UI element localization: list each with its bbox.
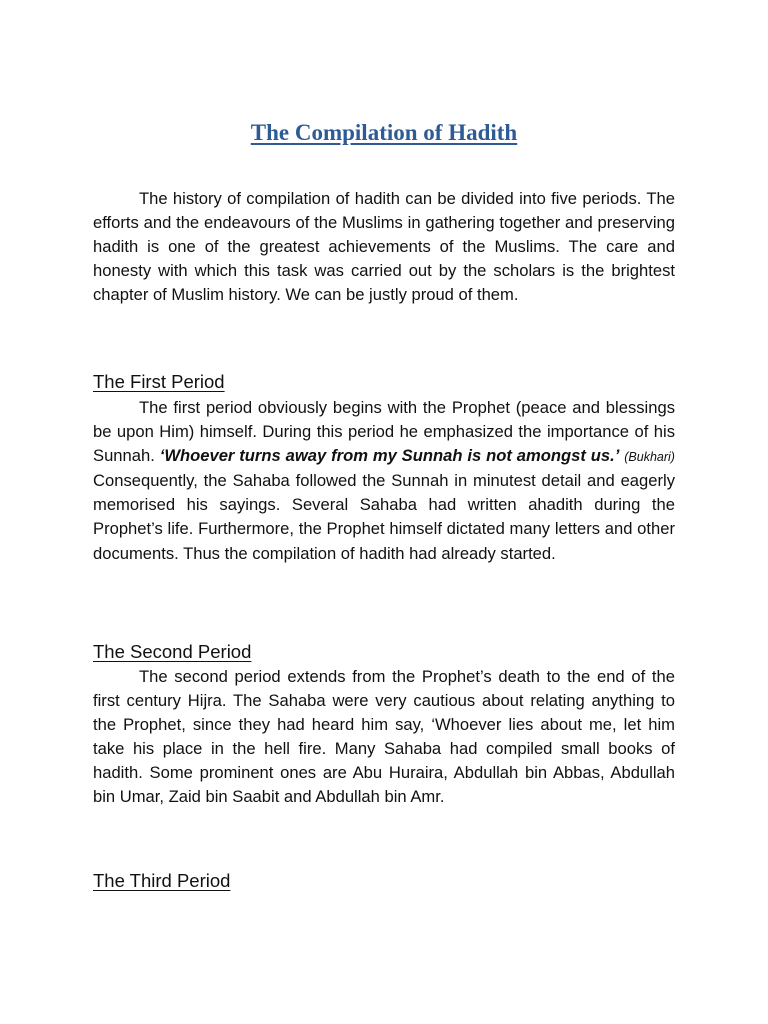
- section-heading-second-period-text: The Second Period: [93, 641, 252, 662]
- first-period-paragraph: [93, 396, 675, 566]
- document-title: [93, 117, 675, 149]
- bukhari-reference: (Bukhari): [624, 450, 675, 465]
- section-heading-first-period-text: The First Period: [93, 371, 225, 392]
- section-heading-first-period: [93, 369, 225, 395]
- sunnah-quote: ‘Whoever turns away from my Sunnah is not amongst us.’: [159, 446, 620, 466]
- intro-paragraph: The history of compilation of hadith can be divided into five periods. The efforts and the endeavours of the Muslims in gathering together and preserving hadith is one of the greatest achievements of the Muslims. The care and honesty with which this task was carried out by the scholars is the brightest chapter of Muslim history. We can be justly proud of them.: [93, 189, 675, 305]
- section-heading-second-period: [93, 639, 251, 665]
- first-period-text-before: The first period obviously begins with the Prophet (peace and blessings be upon Him) himself. During this period he emphasized the importance of his Sunnah.: [93, 398, 675, 466]
- first-period-text-after: Consequently, the Sahaba followed the Sunnah in minutest detail and eagerly memorised his sayings. Several Sahaba had written ahadith during the Prophet’s life. Furthermore, the Prophet himself dictated many letters and other documents. Thus the compilation of hadith had already started.: [93, 471, 675, 563]
- document-title-text: The Compilation of Hadith: [250, 120, 518, 145]
- section-heading-third-period-text: The Third Period: [93, 870, 231, 891]
- second-period-paragraph: The second period extends from the Prophet’s death to the end of the first century Hijra. The Sahaba were very cautious about relating anything to the Prophet, since they had heard him say, ‘Whoever lies about me, let him take his place in the hell fire. Many Sahaba had compiled small books of hadith. Some prominent ones are Abu Huraira, Abdullah bin Abbas, Abdullah bin Umar, Zaid bin Saabit and Abdullah bin Amr.: [93, 667, 675, 807]
- section-heading-third-period: [93, 868, 230, 894]
